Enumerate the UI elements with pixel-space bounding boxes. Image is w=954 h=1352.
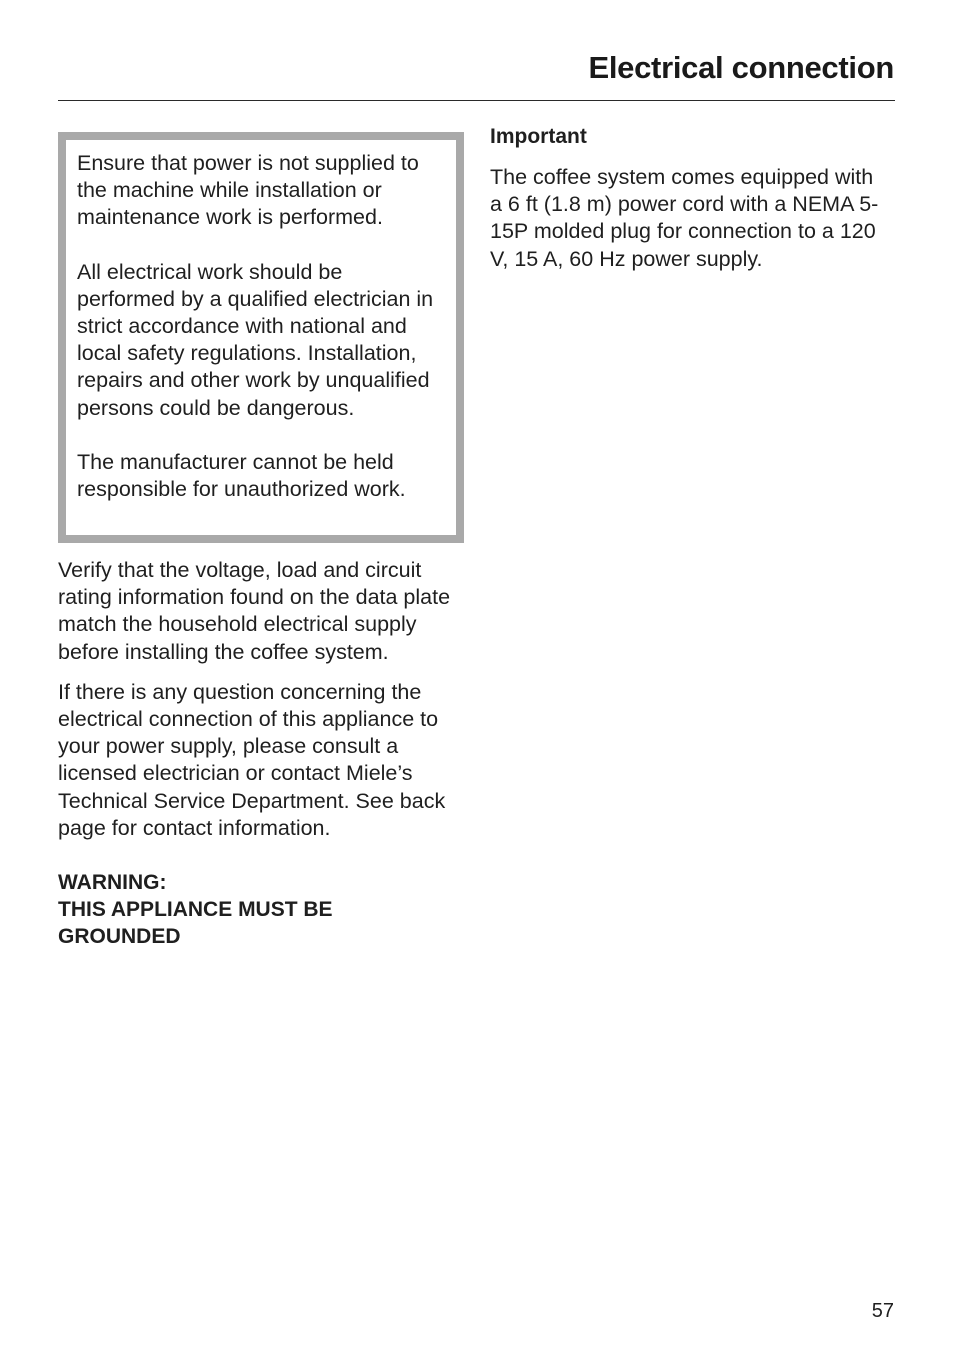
grounding-warning — [58, 869, 458, 951]
safety-notice-paragraph: All electrical work should be performed by a qualified electrician in strict accordance with national and local safety regulations. Installation, repairs and other work by unqualified persons could be dangerous. — [77, 259, 434, 420]
page-title: Electrical connection — [588, 50, 894, 85]
safety-notice-paragraph: The manufacturer cannot be held responsible for unauthorized work. — [77, 449, 406, 502]
body-paragraph: Verify that the voltage, load and circuit rating information found on the data plate match the household electrical supply before installing the coffee system. — [58, 558, 451, 664]
grounding-warning-label: WARNING: — [58, 871, 167, 895]
safety-notice-box — [58, 132, 464, 543]
page-number: 57 — [871, 1300, 894, 1322]
body-paragraph: If there is any question concerning the electrical connection of this appliance to your power supply, please consult a licensed electrician or contact Miele’s Technical Service Department. See back page for contact information. — [58, 679, 446, 840]
safety-notice-paragraph: Ensure that power is not supplied to the machine while installation or maintenance work is performed. — [77, 151, 419, 230]
left-column — [58, 557, 458, 964]
important-heading: Important — [490, 125, 587, 148]
important-body: The coffee system comes equipped with a 6 ft (1.8 m) power cord with a NEMA 5-15P molded plug for connection to a 120 V, 15 A, 60 Hz power supply. — [490, 165, 879, 271]
title-divider — [58, 100, 895, 101]
grounding-warning-text: THIS APPLIANCE MUST BE GROUNDED — [58, 898, 333, 949]
right-column — [490, 123, 890, 273]
